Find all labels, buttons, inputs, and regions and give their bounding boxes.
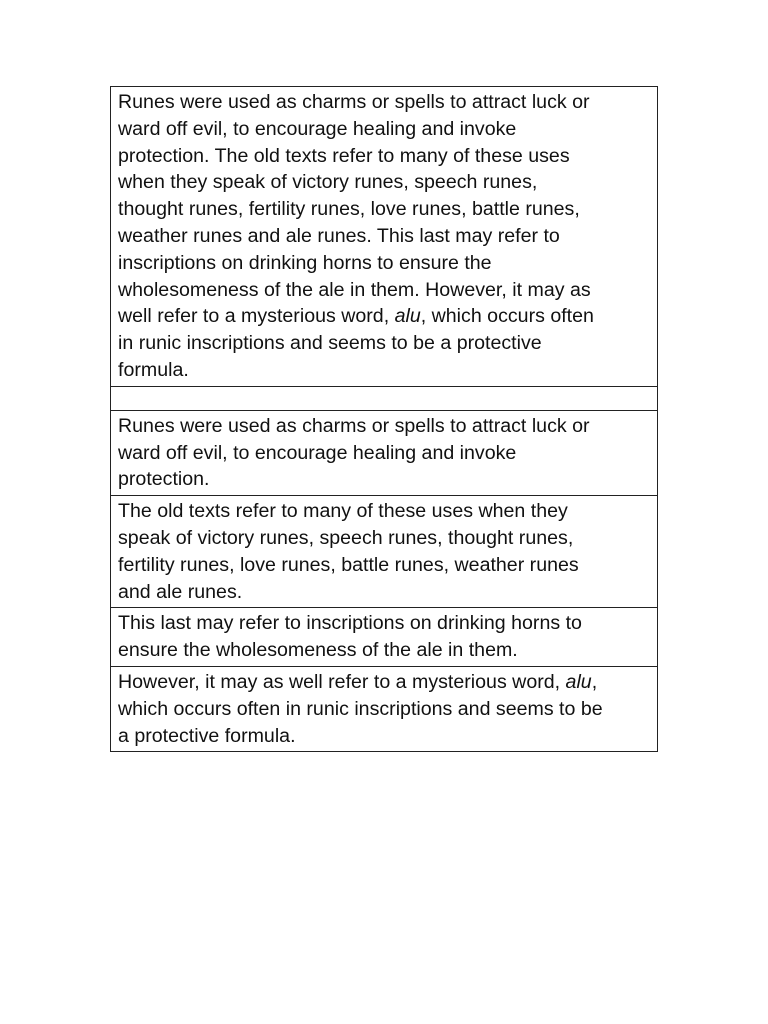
text-line: Runes were used as charms or spells to attract luck or: [118, 91, 590, 113]
sentence-1-cell: [111, 410, 658, 495]
text-line-with-italic: [118, 303, 650, 330]
table-row-sentence-1: [111, 410, 658, 495]
table-row-sentence-2: [111, 496, 658, 608]
sentence-4-cell: [111, 666, 658, 751]
text-line: a protective formula.: [118, 724, 296, 747]
text-segment: well refer to a mysterious word,: [118, 305, 395, 328]
text-line: protection.: [118, 468, 210, 491]
text-segment: However, it may as well refer to a mysterious word,: [118, 670, 566, 693]
table-row-empty: [111, 386, 658, 410]
text-line: in runic inscriptions and seems to be a protective: [118, 332, 542, 355]
text-line: Runes were used as charms or spells to attract luck or: [118, 414, 590, 437]
text-segment: ,: [591, 670, 598, 693]
text-segment: , which occurs often: [420, 305, 594, 328]
italic-word-alu: alu: [394, 305, 421, 328]
empty-cell: [111, 386, 658, 410]
text-line: ward off evil, to encourage healing and invoke: [118, 117, 517, 140]
rune-text-table: [110, 86, 658, 752]
table-row-sentence-4: [111, 666, 658, 751]
text-line: inscriptions on drinking horns to ensure the: [118, 251, 492, 274]
text-line: when they speak of victory runes, speech runes,: [118, 171, 538, 194]
full-paragraph-cell: [111, 87, 658, 387]
text-line: The old texts refer to many of these uses when they: [118, 500, 568, 523]
text-line: fertility runes, love runes, battle runes, weather runes: [118, 553, 579, 576]
text-line: protection. The old texts refer to many of these uses: [118, 144, 570, 167]
italic-word-alu: alu: [565, 670, 592, 693]
text-line: and ale runes.: [118, 580, 243, 603]
text-line-with-italic: [118, 669, 650, 696]
text-line: speak of victory runes, speech runes, thought runes,: [118, 526, 574, 549]
text-line: ensure the wholesomeness of the ale in them.: [118, 639, 518, 662]
text-line: This last may refer to inscriptions on drinking horns to: [118, 612, 582, 635]
text-line: ward off evil, to encourage healing and invoke: [118, 441, 517, 464]
sentence-2-cell: [111, 496, 658, 608]
text-line: weather runes and ale runes. This last may refer to: [118, 224, 560, 247]
table-row-sentence-3: [111, 608, 658, 667]
text-line: formula.: [118, 358, 189, 381]
text-line: wholesomeness of the ale in them. However, it may as: [118, 278, 591, 301]
text-line: which occurs often in runic inscriptions and seems to be: [118, 697, 603, 720]
sentence-3-cell: [111, 608, 658, 667]
text-line: thought runes, fertility runes, love runes, battle runes,: [118, 198, 580, 221]
table-row-full-paragraph: [111, 87, 658, 387]
